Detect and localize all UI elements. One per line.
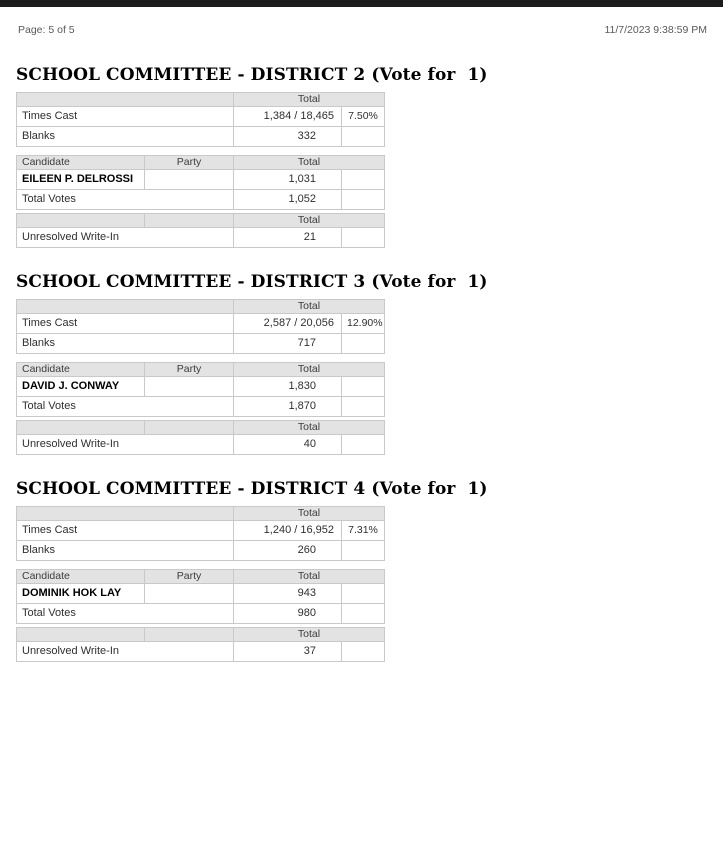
- blank-header-cell: [17, 300, 234, 314]
- total-header-cell: Total: [234, 363, 385, 377]
- total-votes-value: 1,870: [234, 397, 342, 417]
- writein-header-row: [17, 421, 385, 435]
- candidates-table: [16, 155, 385, 210]
- candidate-header-cell: Candidate: [17, 363, 145, 377]
- party-header-cell: Party: [145, 363, 234, 377]
- candidate-row: [17, 377, 385, 397]
- total-header-cell: Total: [234, 214, 385, 228]
- writein-table: [16, 420, 385, 455]
- stats-header-row: [17, 93, 385, 107]
- times-cast-label: Times Cast: [17, 521, 234, 541]
- total-header-cell: Total: [234, 156, 385, 170]
- candidates-header-row: [17, 363, 385, 377]
- candidates-header-row: [17, 570, 385, 584]
- candidate-header-cell: Candidate: [17, 570, 145, 584]
- times-cast-label: Times Cast: [17, 314, 234, 334]
- blanks-value: 260: [234, 541, 342, 561]
- writein-header-row: [17, 214, 385, 228]
- blank-header-cell: [17, 93, 234, 107]
- blank-header-cell: [17, 507, 234, 521]
- percent-cell: [342, 228, 385, 248]
- candidate-name: DAVID J. CONWAY: [17, 377, 145, 397]
- percent-cell: [342, 127, 385, 147]
- candidate-votes: 943: [234, 584, 342, 604]
- writein-row: [17, 228, 385, 248]
- percent-cell: [342, 541, 385, 561]
- writein-value: 21: [234, 228, 342, 248]
- total-votes-label: Total Votes: [17, 604, 234, 624]
- total-header-cell: Total: [234, 570, 385, 584]
- percent-cell: [342, 334, 385, 354]
- contest-title: SCHOOL COMMITTEE - DISTRICT 2 (Vote for 1): [16, 65, 488, 85]
- contest-title: SCHOOL COMMITTEE - DISTRICT 3 (Vote for 1): [16, 272, 488, 292]
- times-cast-value: 2,587 / 20,056: [234, 314, 342, 334]
- percent-cell: [342, 584, 385, 604]
- writein-label: Unresolved Write-In: [17, 435, 234, 455]
- writein-label: Unresolved Write-In: [17, 228, 234, 248]
- party-header-cell: Party: [145, 156, 234, 170]
- times-cast-value: 1,384 / 18,465: [234, 107, 342, 127]
- stats-header-row: [17, 300, 385, 314]
- contest-title: SCHOOL COMMITTEE - DISTRICT 4 (Vote for 1): [16, 479, 488, 499]
- party-cell: [145, 584, 234, 604]
- blank-header-cell: [17, 421, 145, 435]
- candidate-row: [17, 170, 385, 190]
- stats-header-row: [17, 507, 385, 521]
- candidates-table: [16, 569, 385, 624]
- blanks-row: [17, 541, 385, 561]
- percent-cell: [342, 397, 385, 417]
- times-cast-label: Times Cast: [17, 107, 234, 127]
- blank-header-cell: [17, 628, 145, 642]
- turnout-percent: 7.50%: [342, 107, 385, 127]
- blanks-label: Blanks: [17, 541, 234, 561]
- report-page-header: [0, 7, 723, 37]
- contest-section-district-2: [0, 65, 723, 248]
- turnout-percent: 7.31%: [342, 521, 385, 541]
- writein-row: [17, 642, 385, 662]
- candidate-name: EILEEN P. DELROSSI: [17, 170, 145, 190]
- blanks-value: 332: [234, 127, 342, 147]
- candidate-votes: 1,830: [234, 377, 342, 397]
- writein-label: Unresolved Write-In: [17, 642, 234, 662]
- times-cast-value: 1,240 / 16,952: [234, 521, 342, 541]
- total-votes-value: 1,052: [234, 190, 342, 210]
- percent-cell: [342, 604, 385, 624]
- total-votes-value: 980: [234, 604, 342, 624]
- page-number-label: Page: 5 of 5: [18, 24, 75, 36]
- percent-cell: [342, 170, 385, 190]
- total-header-cell: Total: [234, 628, 385, 642]
- candidate-row: [17, 584, 385, 604]
- party-cell: [145, 377, 234, 397]
- times-cast-row: [17, 107, 385, 127]
- total-votes-row: [17, 190, 385, 210]
- blank-header-cell: [145, 421, 234, 435]
- times-cast-row: [17, 314, 385, 334]
- total-header-cell: Total: [234, 507, 385, 521]
- writein-value: 40: [234, 435, 342, 455]
- report-timestamp: 11/7/2023 9:38:59 PM: [604, 24, 707, 36]
- contest-section-district-3: [0, 272, 723, 455]
- writein-table: [16, 627, 385, 662]
- total-header-cell: Total: [234, 421, 385, 435]
- writein-row: [17, 435, 385, 455]
- times-cast-row: [17, 521, 385, 541]
- total-header-cell: Total: [234, 93, 385, 107]
- candidate-votes: 1,031: [234, 170, 342, 190]
- percent-cell: [342, 435, 385, 455]
- writein-header-row: [17, 628, 385, 642]
- percent-cell: [342, 642, 385, 662]
- candidates-table: [16, 362, 385, 417]
- blanks-row: [17, 127, 385, 147]
- percent-cell: [342, 190, 385, 210]
- blanks-row: [17, 334, 385, 354]
- writein-value: 37: [234, 642, 342, 662]
- party-header-cell: Party: [145, 570, 234, 584]
- stats-table: [16, 92, 385, 147]
- stats-table: [16, 506, 385, 561]
- writein-table: [16, 213, 385, 248]
- blanks-label: Blanks: [17, 127, 234, 147]
- blank-header-cell: [17, 214, 145, 228]
- percent-cell: [342, 377, 385, 397]
- blanks-label: Blanks: [17, 334, 234, 354]
- blank-header-cell: [145, 214, 234, 228]
- total-votes-row: [17, 604, 385, 624]
- total-header-cell: Total: [234, 300, 385, 314]
- turnout-percent: 12.90%: [342, 314, 385, 334]
- contest-section-district-4: [0, 479, 723, 662]
- candidates-header-row: [17, 156, 385, 170]
- window-top-bar: [0, 0, 723, 7]
- stats-table: [16, 299, 385, 354]
- total-votes-label: Total Votes: [17, 190, 234, 210]
- candidate-header-cell: Candidate: [17, 156, 145, 170]
- party-cell: [145, 170, 234, 190]
- blank-header-cell: [145, 628, 234, 642]
- total-votes-row: [17, 397, 385, 417]
- blanks-value: 717: [234, 334, 342, 354]
- candidate-name: DOMINIK HOK LAY: [17, 584, 145, 604]
- total-votes-label: Total Votes: [17, 397, 234, 417]
